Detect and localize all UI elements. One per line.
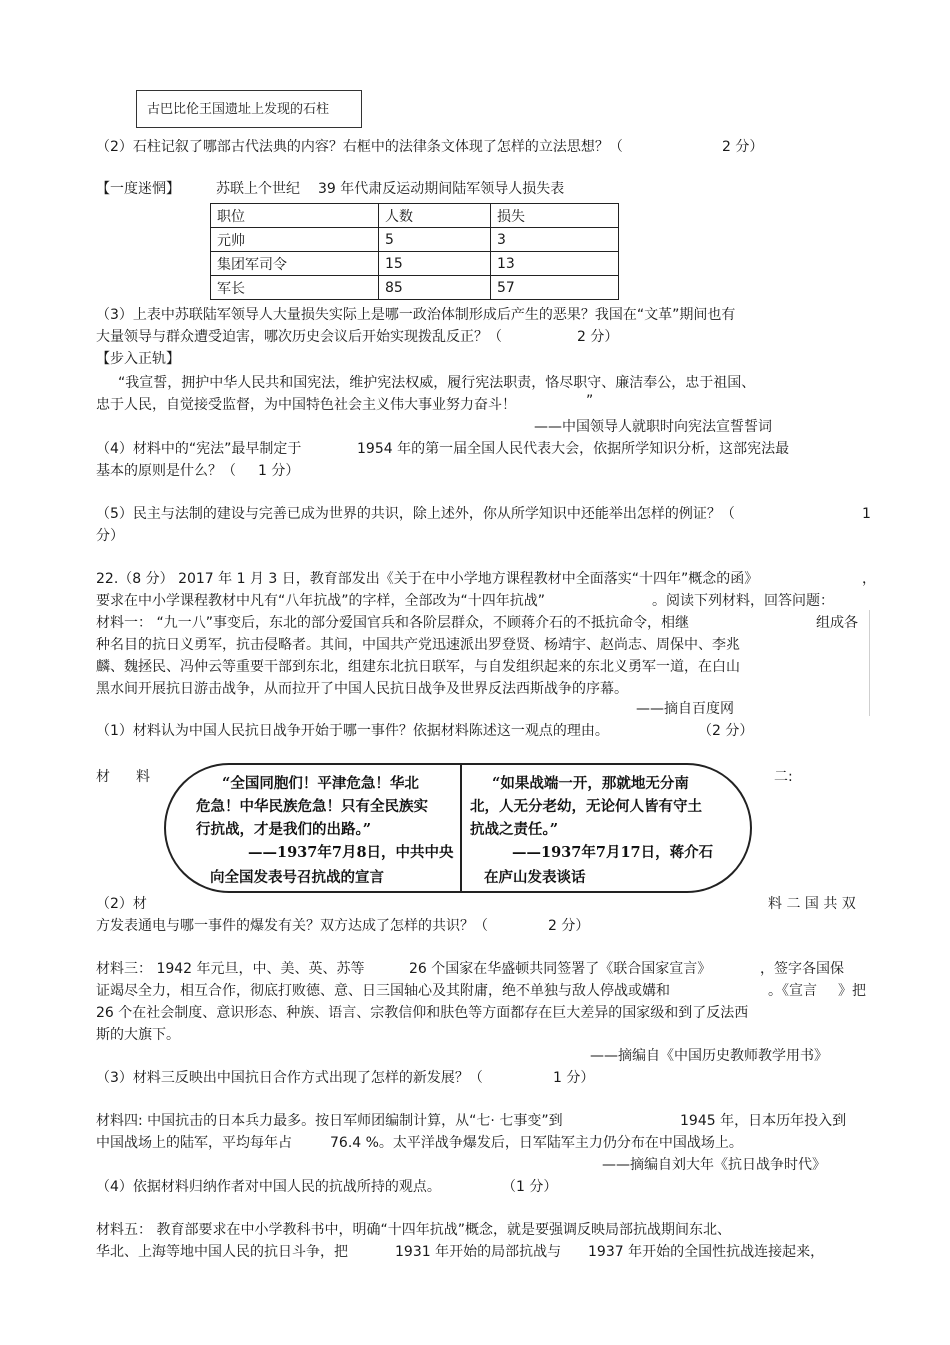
table-header-row: [211, 204, 619, 228]
material3-source: ——摘编自《中国历史教师教学用书》: [590, 1048, 828, 1064]
quote-left-source: 向全国发表号召抗战的宣言: [210, 869, 384, 886]
material1-line1-end: 组成各: [816, 615, 858, 631]
oval-divider: [460, 765, 462, 891]
table-header-cell: 损失: [491, 204, 619, 228]
table-title-a: 苏联上个世纪: [216, 181, 300, 197]
table-cell: 13: [491, 252, 619, 276]
material3-line2c: 》把: [838, 983, 866, 999]
q22-3-score: 1 分）: [553, 1070, 595, 1086]
q22-line1-end: ，: [862, 571, 876, 587]
material4-line1a: 材料四: 中国抗击的日本兵力最多。按日军师团编制计算，从“七· 七事变”到: [96, 1113, 563, 1129]
q22-line2a: 要求在中小学课程教材中凡有“八年抗战”的字样，全部改为“十四年抗战”: [96, 593, 546, 609]
question-5-line2: 分）: [96, 528, 124, 544]
material4-source: ——摘编自刘大年《抗日战争时代》: [602, 1157, 826, 1173]
material3-line2a: 证竭尽全力，相互合作，彻底打败德、意、日三国轴心及其附庸，绝不单独与敌人停战或媾和: [96, 983, 670, 999]
question-3-line1: （3）上表中苏联陆军领导人大量损失实际上是哪一政治体制形成后产生的恶果？我国在“文革”期间也有: [96, 307, 736, 323]
section-right-label: 【步入正轨】: [96, 351, 180, 367]
table-cell: 5: [379, 228, 491, 252]
material5-line2a: 华北、上海等地中国人民的抗日斗争，把: [96, 1244, 348, 1260]
material4-line2b: 76.4 %。太平洋战争爆发后，日军陆军主力仍分布在中国战场上。: [330, 1135, 743, 1151]
question-3-score: 2 分）: [577, 329, 619, 345]
stone-caption: 古巴比伦王国遗址上发现的石柱: [147, 102, 330, 117]
question-4-line2: 基本的原则是什么？（: [96, 463, 236, 479]
question-2-score: 2 分）: [722, 139, 764, 155]
material2-label-c: 二:: [774, 769, 793, 785]
material1-line2: 种名目的抗日义勇军，抗击侵略者。其间，中国共产党迅速派出罗登贤、杨靖宇、赵尚志、周保中、李兆: [96, 637, 740, 653]
material1-line4: 黑水间开展抗日游击战争，从而拉开了中国人民抗日战争及世界反法西斯战争的序幕。: [96, 681, 628, 697]
table-cell: 85: [379, 276, 491, 300]
q22-4-score: （1 分）: [502, 1179, 558, 1195]
question-5-line1: （5）民主与法制的建设与完善已成为世界的共识，除上述外，你从所学知识中还能举出怎样的例证？（: [96, 506, 735, 522]
table-cell: 57: [491, 276, 619, 300]
oath-line1: “我宣誓，拥护中华人民共和国宪法，维护宪法权威，履行宪法职责，恪尽职守、廉洁奉公，忠于祖国、: [118, 375, 756, 391]
quote-left-line: “全国同胞们！平津危急！华北: [222, 775, 419, 792]
quote-right-line: 北，人无分老幼，无论何人皆有守土: [470, 798, 702, 815]
quote-left-source: ——1937年7月8日，中共中央: [248, 844, 454, 861]
table-cell: 军长: [211, 276, 379, 300]
q22-line1: 22.（8 分） 2017 年 1 月 3 日，教育部发出《关于在中小学地方课程教材中全面落实“十四年”概念的函》: [96, 571, 759, 587]
table-header-cell: 人数: [379, 204, 491, 228]
table-row: [211, 276, 619, 300]
material3-line2b: 。《宣言: [768, 983, 817, 999]
oath-close-quote: ”: [586, 393, 594, 409]
question-5-num: 1: [862, 506, 871, 522]
divider-line: [869, 610, 870, 716]
q22-line2b: 。阅读下列材料，回答问题：: [652, 593, 834, 609]
table-row: [211, 252, 619, 276]
q22-2-a: （2）材: [96, 896, 147, 912]
quote-right-source: 在庐山发表谈话: [484, 869, 586, 886]
table-cell: 15: [379, 252, 491, 276]
material5-line2b: 1931 年开始的局部抗战与: [395, 1244, 562, 1260]
q22-2-score: 2 分）: [548, 918, 590, 934]
material5-line2c: 1937 年开始的全国性抗战连接起来，: [588, 1244, 825, 1260]
material3-line1a: 材料三： 1942 年元旦，中、美、英、苏等: [96, 961, 365, 977]
q22-2-b: 料 二 国 共 双: [768, 896, 856, 912]
stone-caption-box: [136, 90, 362, 128]
material4-line2a: 中国战场上的陆军，平均每年占: [96, 1135, 292, 1151]
material3-line1c: ，签字各国保: [760, 961, 844, 977]
question-2-text: （2）石柱记叙了哪部古代法典的内容？右框中的法律条文体现了怎样的立法思想？（: [96, 139, 623, 155]
material4-line1b: 1945 年，日本历年投入到: [680, 1113, 847, 1129]
oath-line2: 忠于人民，自觉接受监督，为中国特色社会主义伟大事业努力奋斗！: [96, 397, 516, 413]
material2-label-b: 料: [136, 769, 150, 785]
quote-right-line: 抗战之责任。”: [470, 821, 559, 838]
q22-3-text: （3）材料三反映出中国抗日合作方式出现了怎样的新发展？（: [96, 1070, 483, 1086]
q22-2-c: 方发表通电与哪一事件的爆发有关？双方达成了怎样的共识？（: [96, 918, 488, 934]
table-header-cell: 职位: [211, 204, 379, 228]
section-mistake-label: 【一度迷惘】: [96, 181, 180, 197]
material2-label-a: 材: [96, 769, 110, 785]
q22-1-text: （1）材料认为中国人民抗日战争开始于哪一事件？依据材料陈述这一观点的理由。: [96, 723, 609, 739]
table-title-b: 39 年代肃反运动期间陆军领导人损失表: [318, 181, 565, 197]
oath-source: ——中国领导人就职时向宪法宣誓誓词: [534, 419, 772, 435]
q22-1-score: （2 分）: [698, 723, 754, 739]
table-row: [211, 228, 619, 252]
quote-right-line: “如果战端一开，那就地无分南: [492, 775, 689, 792]
material3-line3: 26 个在社会制度、意识形态、种族、语言、宗教信仰和肤色等方面都存在巨大差异的国家级和到了反法西: [96, 1005, 749, 1021]
q22-4-text: （4）依据材料归纳作者对中国人民的抗战所持的观点。: [96, 1179, 441, 1195]
question-4-score: 1 分）: [258, 463, 300, 479]
question-4-a: （4）材料中的“宪法”最早制定于: [96, 441, 302, 457]
table-cell: 元帅: [211, 228, 379, 252]
table-cell: 集团军司令: [211, 252, 379, 276]
table-cell: 3: [491, 228, 619, 252]
material5-line1: 材料五： 教育部要求在中小学教科书中，明确“十四年抗战”概念，就是要强调反映局部抗战期间东北、: [96, 1222, 731, 1238]
material3-line4: 斯的大旗下。: [96, 1027, 180, 1043]
material1-line3: 麟、魏拯民、冯仲云等重要干部到东北，组建东北抗日联军，与自发组织起来的东北义勇军一道，在白山: [96, 659, 740, 675]
material3-line1b: 26 个国家在华盛顿共同签署了《联合国家宣言》: [409, 961, 712, 977]
question-4-b: 1954 年的第一届全国人民代表大会，依据所学知识分析，这部宪法最: [357, 441, 790, 457]
loss-table: [210, 203, 619, 300]
material1-line1: 材料一： “九一八”事变后，东北的部分爱国官兵和各阶层群众，不顾蒋介石的不抵抗命令，相继: [96, 615, 689, 631]
material2-quote-oval: [164, 763, 752, 893]
quote-right-source: ——1937年7月17日，蒋介石: [512, 844, 714, 861]
question-3-line2: 大量领导与群众遭受迫害，哪次历史会议后开始实现拨乱反正？（: [96, 329, 502, 345]
material1-source: ——摘自百度网: [636, 701, 734, 717]
quote-left-line: 行抗战，才是我们的出路。”: [196, 821, 372, 838]
quote-left-line: 危急！中华民族危急！只有全民族实: [196, 798, 428, 815]
